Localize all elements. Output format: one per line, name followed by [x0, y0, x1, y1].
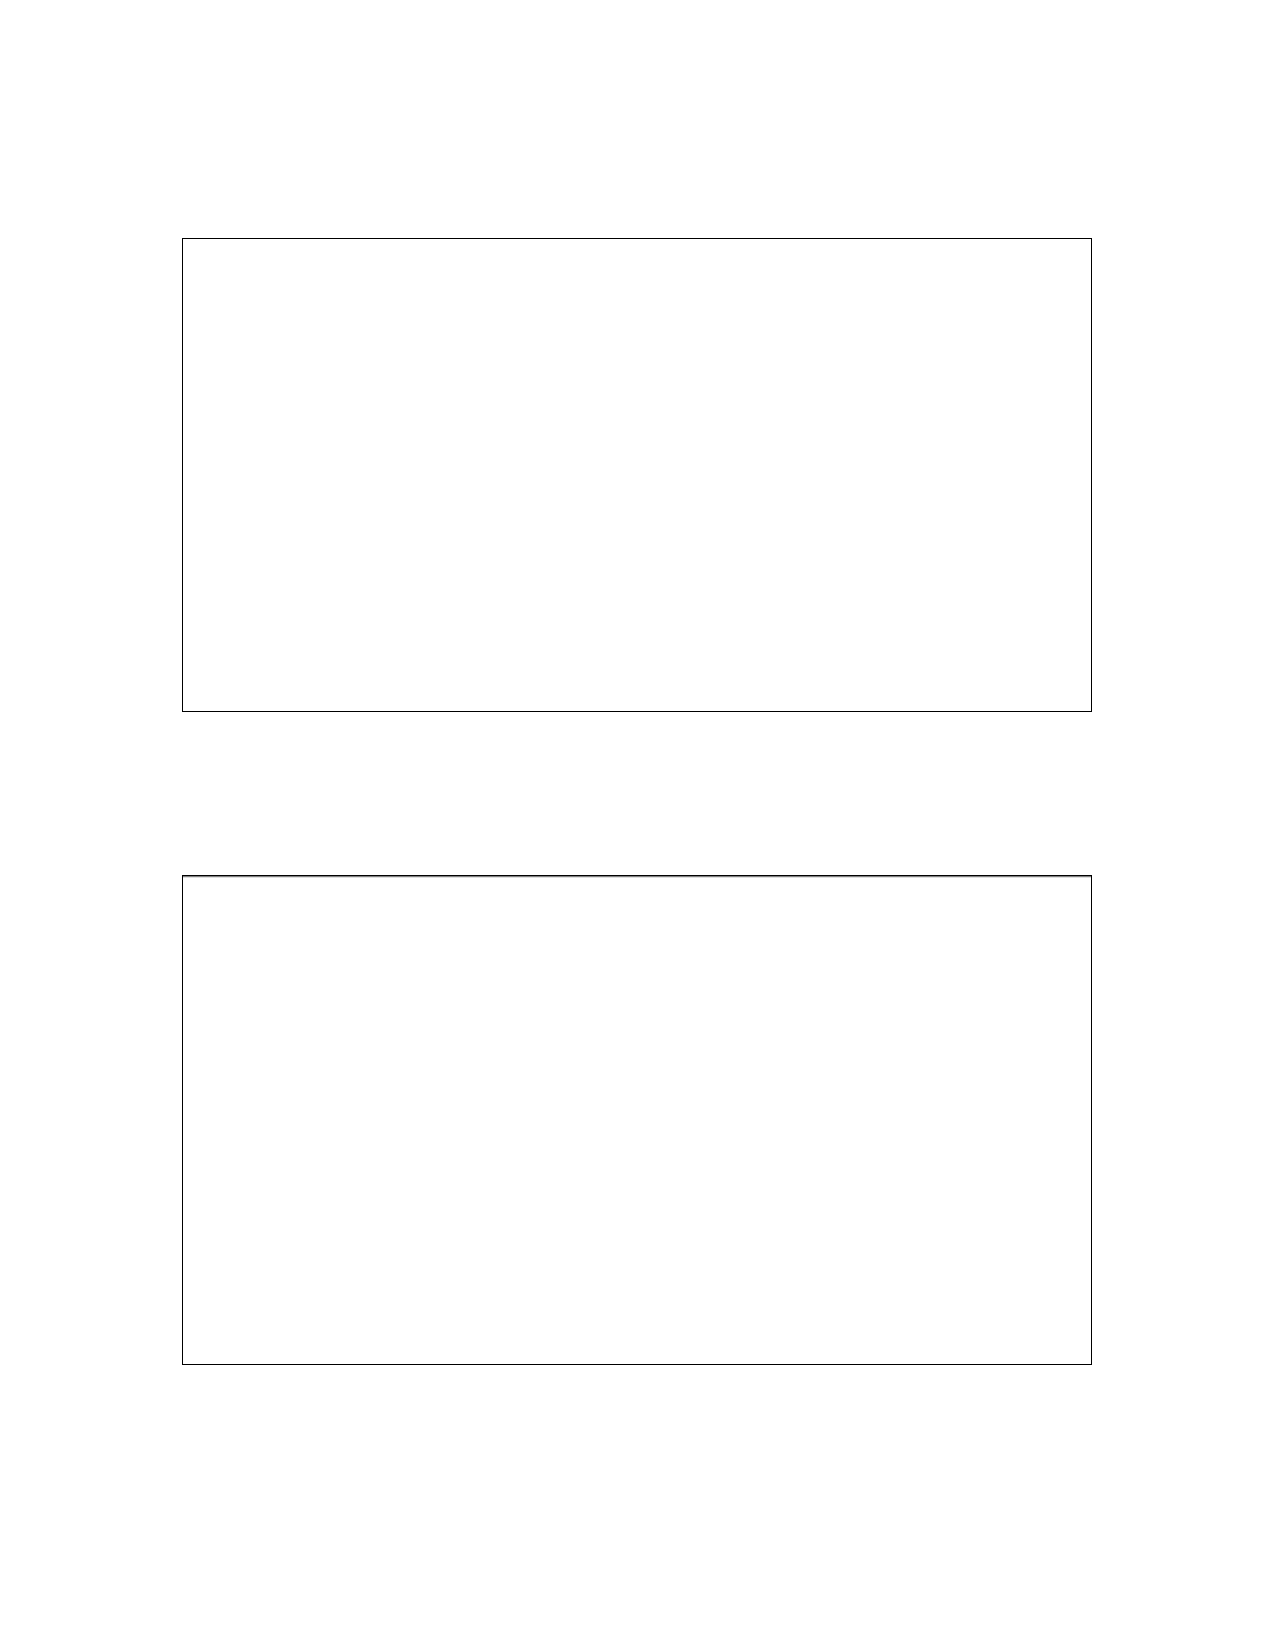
bottom-series-svg [183, 876, 1091, 1364]
plot-area-bottom [182, 875, 1092, 1365]
plot-area-top [182, 238, 1092, 712]
top-series-svg [183, 239, 1091, 711]
